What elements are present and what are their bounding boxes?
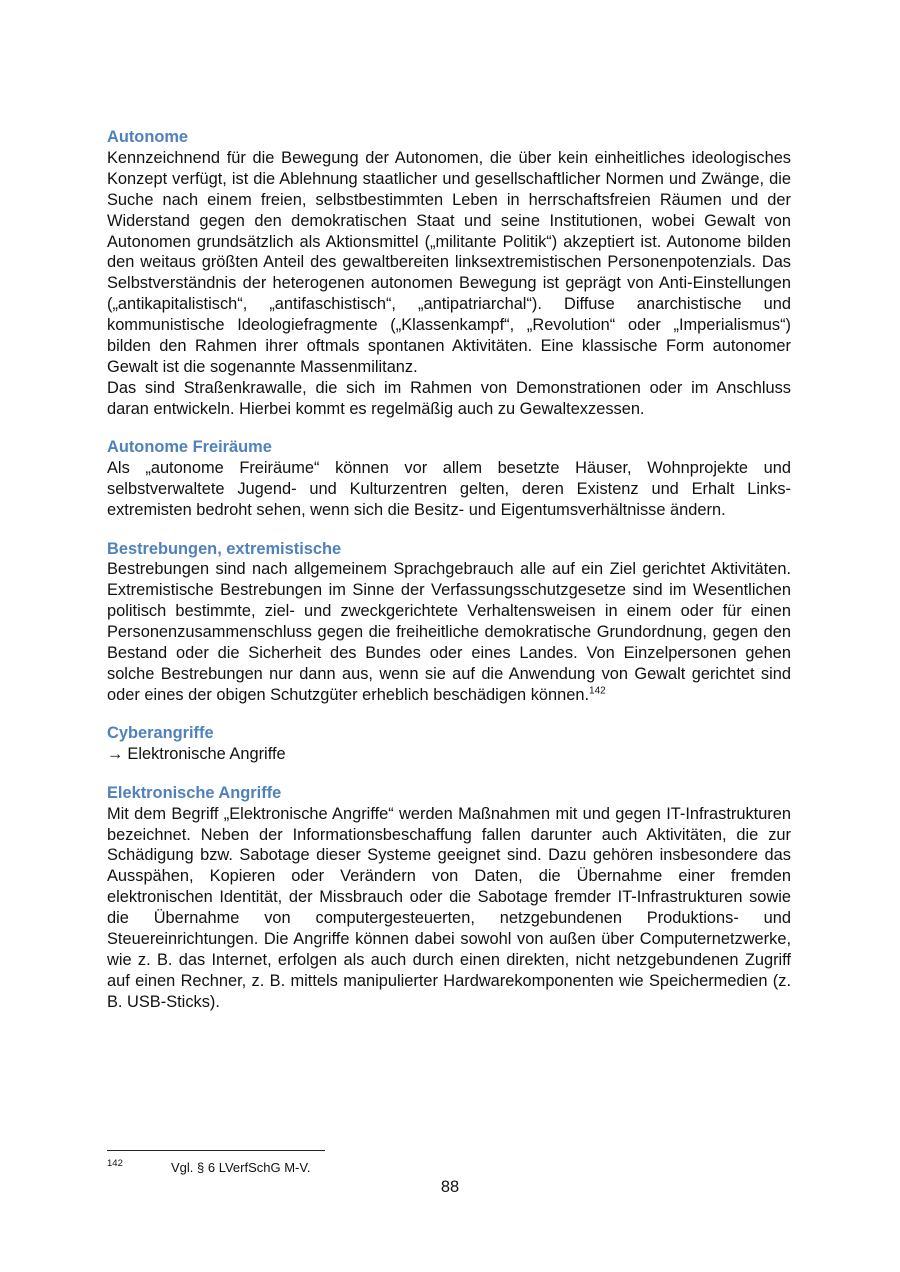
section-cyberangriffe <box>107 723 791 765</box>
document-body <box>107 127 791 1030</box>
section-paragraph: Als „autonome Freiräume“ können vor allem besetzte Häuser, Wohnprojekte und selbstverwaltete Jugend- und Kulturzentren gelten, deren Existenz und Erhalt Linksextremisten bedroht sehen, wenn sich die Besitz- und Eigentumsverhältnisse ändern. <box>107 459 791 519</box>
footnote-divider <box>107 1150 325 1151</box>
section-heading: Elektronische Angriffe <box>107 783 282 802</box>
cross-reference-text: Elektronische Angriffe <box>127 745 286 764</box>
section-autonome-freiraeume <box>107 437 791 521</box>
section-elektronische-angriffe <box>107 783 791 1013</box>
section-heading: Autonome Freiräume <box>107 438 272 457</box>
arrow-right-icon: → <box>107 745 124 764</box>
page-number: 88 <box>440 1178 460 1196</box>
section-paragraph: Kennzeichnend für die Bewegung der Autonomen, die über kein einheitliches ideologisches Konzept verfügt, ist die Ablehnung staatlicher und gesellschaftlicher Normen und Zwänge, die Suche nach einem freien, selbstbestimmten Leben in herrschaftsfreien Räumen und der Widerstand gegen den demokratischen Staat und seine Institutionen, wobei Gewalt von Autonomen grundsätzlich als Aktionsmittel („militante Politik“) akzeptiert ist. Autonome bilden den weitaus größten Anteil des gewaltbereiten linksextremistischen Personenpotenzials. Das Selbstverständnis der heterogenen autonomen Bewegung ist geprägt von Anti-Einstellungen („antikapitalistisch“, „antifaschistisch“, „antipatriarchal“). Diffuse anarchistische und kommunistische Ideologiefragmente („Klassenkampf“, „Revolution“ oder „Imperialismus“) bilden den Rahmen ihrer oftmals spontanen Aktivitäten. Eine klassische Form autonomer Gewalt ist die sogenannte Massenmilitanz. <box>107 148 791 376</box>
section-heading: Bestrebungen, extremistische <box>107 539 342 558</box>
section-autonome <box>107 127 791 420</box>
cross-reference <box>107 744 791 765</box>
section-paragraph <box>107 559 791 705</box>
footnote-number: 142 <box>107 1158 123 1169</box>
section-heading: Autonome <box>107 128 189 146</box>
footnote-text: Vgl. § 6 LVerfSchG M-V. <box>171 1160 311 1175</box>
section-paragraph: Mit dem Begriff „Elektronische Angriffe“ werden Maßnahmen mit und gegen IT-Infrastrukturen bezeichnet. Neben der Informationsbeschaffung fallen darunter auch Aktivitäten, die zur Schädigung bzw. Sabotage dieser Systeme geeignet sind. Dazu gehören insbesondere das Ausspähen, Kopieren oder Verändern von Daten, die Übernahme einer fremden elektronischen Identität, der Missbrauch oder die Sabotage fremder IT-Infrastrukturen sowie die Übernahme von computergesteuerten, netzgebundenen Produktions- und Steuereinrichtungen. Die Angriffe können dabei sowohl von außen über Computernetzwerke, wie z. B. das Internet, erfolgen als auch durch einen direkten, nicht netzgebundenen Zugriff auf einen Rechner, z. B. mittels manipulierter Hardwarekomponenten wie Speichermedien (z. B. USB-Sticks). <box>107 804 791 1011</box>
section-heading: Cyberangriffe <box>107 724 214 743</box>
section-bestrebungen <box>107 539 791 706</box>
section-paragraph: Das sind Straßenkrawalle, die sich im Rahmen von Demonstrationen oder im Anschluss daran entwickeln. Hierbei kommt es regelmäßig auch zu Gewaltexzessen. <box>107 378 791 418</box>
paragraph-text: Bestrebungen sind nach allgemeinem Sprachgebrauch alle auf ein Ziel gerichtet Aktivitäten. Extremistische Bestrebungen im Sinne der Verfassungsschutzgesetze sind im Wesentlichen politisch bestimmte, ziel- und zweckgerichtete Verhaltensweisen in einem oder für einen Personenzusammenschluss gegen die freiheitliche demokratische Grundordnung, gegen den Bestand oder die Sicherheit des Bundes oder eines Landes. Von Einzelpersonen gehen solche Bestrebungen nur dann aus, wenn sie auf die Anwendung von Gewalt gerichtet sind oder eines der obigen Schutzgüter erheblich beschädigen können. <box>107 560 791 704</box>
footnote-reference[interactable]: 142 <box>589 685 606 697</box>
